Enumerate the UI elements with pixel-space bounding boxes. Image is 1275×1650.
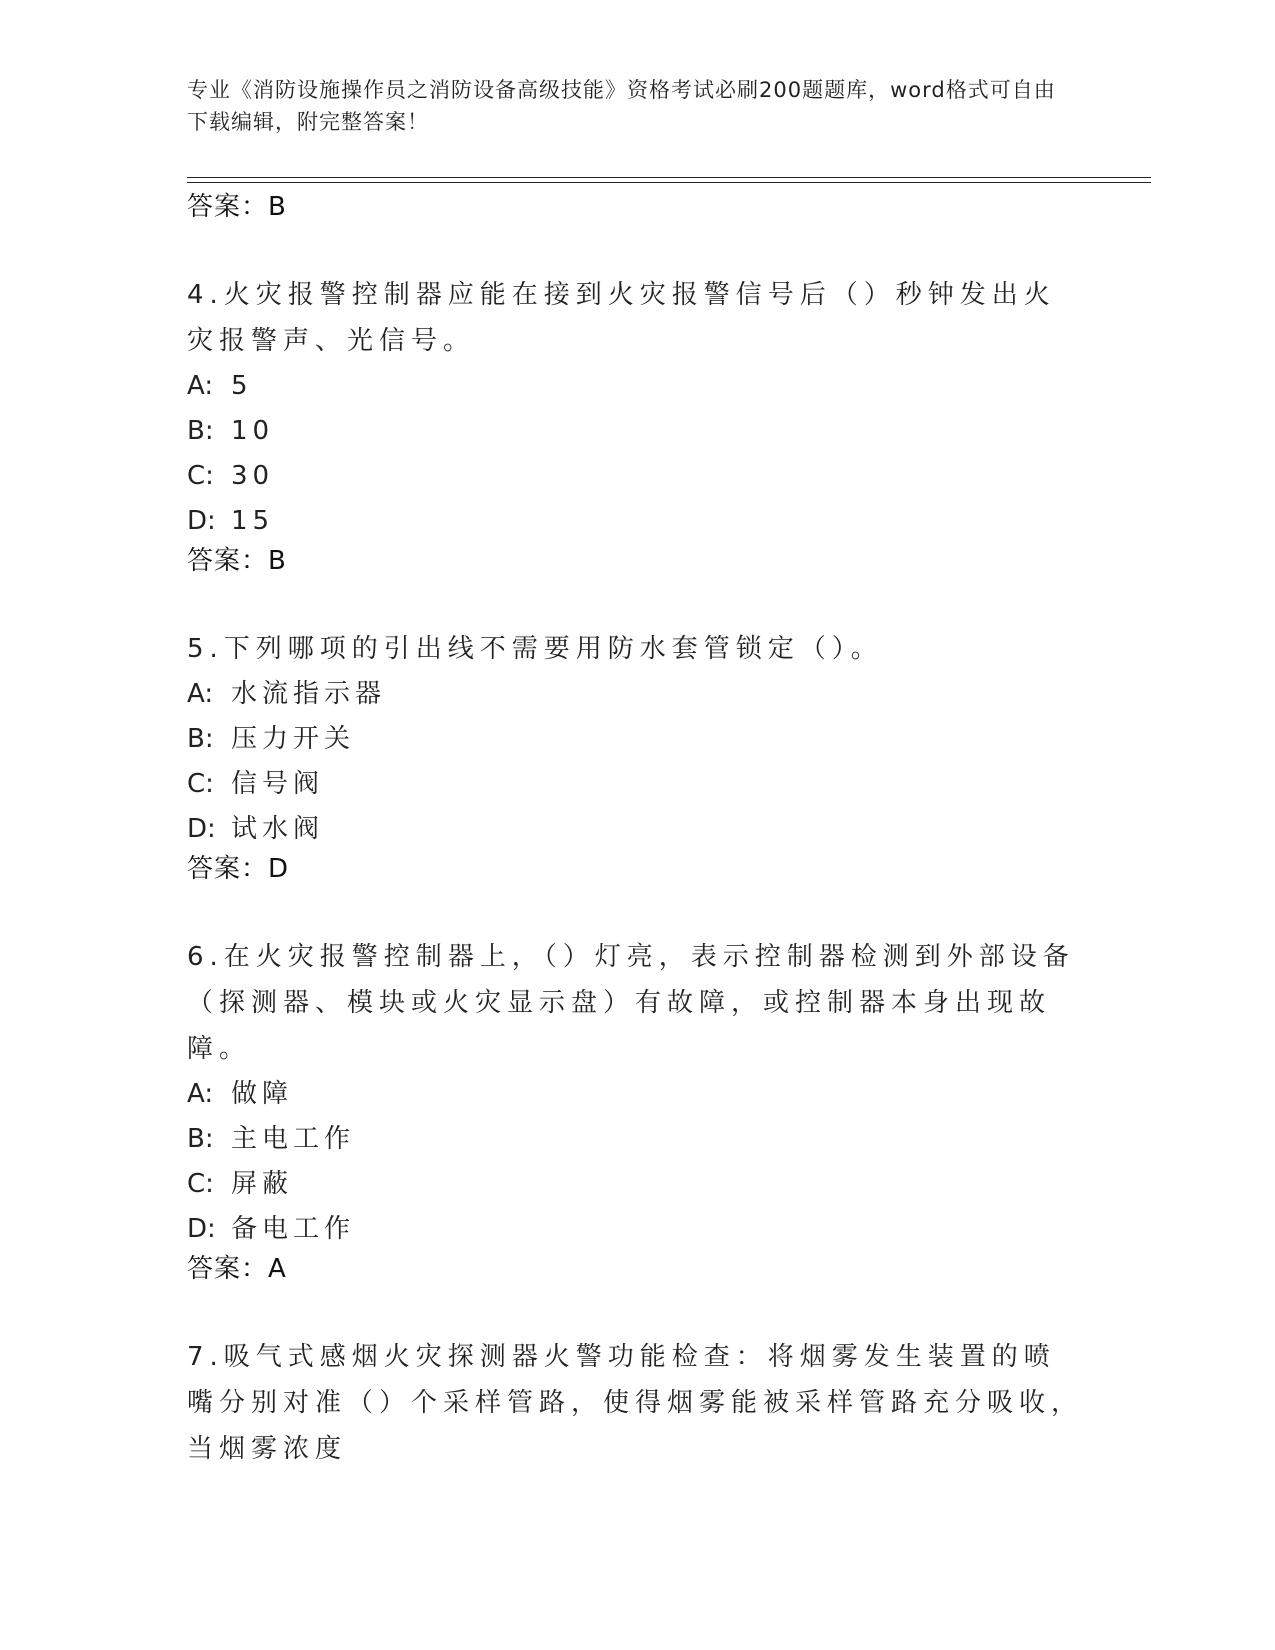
option-letter: C: [187, 461, 214, 491]
option-text: 5 [231, 371, 253, 401]
option-text: 主电工作 [231, 1124, 356, 1154]
question-text: 5.下列哪项的引出线不需要用防水套管锁定（）。 [187, 634, 883, 664]
option-a [187, 672, 1087, 717]
option-text: 水流指示器 [231, 679, 387, 709]
answer-line: 答案：A [187, 1254, 287, 1284]
option-text: 试水阀 [231, 814, 325, 844]
option-letter: A: [187, 1079, 214, 1109]
option-b [187, 1117, 1087, 1162]
option-letter: A: [187, 371, 214, 401]
option-letter: D: [187, 814, 216, 844]
option-b [187, 409, 1087, 454]
answer-line: 答案：B [187, 546, 287, 576]
option-c [187, 454, 1087, 499]
option-text: 15 [231, 506, 275, 536]
option-letter: C: [187, 769, 214, 799]
option-c [187, 1162, 1087, 1207]
header-divider-bottom [187, 182, 1151, 183]
option-d [187, 499, 1087, 544]
answer-line: 答案：D [187, 854, 290, 884]
option-d [187, 1207, 1087, 1252]
question-list [187, 190, 1087, 1472]
option-letter: D: [187, 1214, 216, 1244]
option-text: 信号阀 [231, 769, 325, 799]
page-header-title: 专业《消防设施操作员之消防设备高级技能》资格考试必刷200题题库，word格式可自由下载编辑，附完整答案！ [187, 78, 1056, 134]
answer-line: 答案：B [187, 192, 287, 222]
option-text: 屏蔽 [231, 1169, 294, 1199]
question-text: 7.吸气式感烟火灾探测器火警功能检查：将烟雾发生装置的喷嘴分别对准（）个采样管路，使得烟雾能被采样管路充分吸收，当烟雾浓度 [187, 1342, 1084, 1464]
option-letter: B: [187, 416, 214, 446]
option-a [187, 364, 1087, 409]
option-d [187, 807, 1087, 852]
option-letter: A: [187, 679, 214, 709]
option-letter: B: [187, 724, 214, 754]
option-text: 做障 [231, 1079, 294, 1109]
option-letter: D: [187, 506, 216, 536]
option-a [187, 1072, 1087, 1117]
question-text: 4.火灾报警控制器应能在接到火灾报警信号后（）秒钟发出火灾报警声、光信号。 [187, 280, 1056, 356]
option-c [187, 762, 1087, 807]
question-text: 6.在火灾报警控制器上，（）灯亮，表示控制器检测到外部设备（探测器、模块或火灾显示盘）有故障，或控制器本身出现故障。 [187, 942, 1075, 1064]
option-text: 压力开关 [231, 724, 356, 754]
option-text: 30 [231, 461, 275, 491]
option-b [187, 717, 1087, 762]
header-divider-top [187, 177, 1151, 178]
option-letter: C: [187, 1169, 214, 1199]
option-letter: B: [187, 1124, 214, 1154]
option-text: 备电工作 [231, 1214, 356, 1244]
option-text: 10 [231, 416, 275, 446]
